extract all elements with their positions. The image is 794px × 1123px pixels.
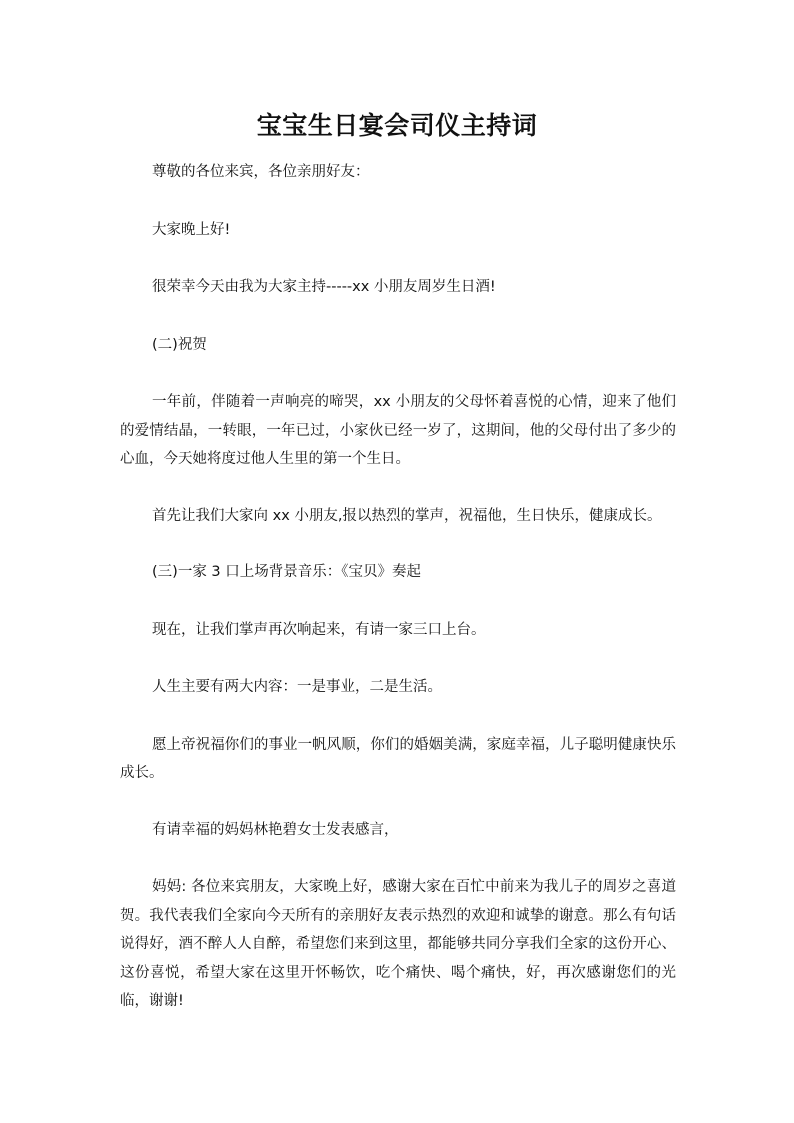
- paragraph-invite-family: 现在，让我们掌声再次响起来，有请一家三口上台。: [152, 621, 486, 638]
- section-heading-congratulations: (二)祝贺: [152, 336, 207, 353]
- paragraph-good-evening: 大家晚上好!: [152, 221, 231, 238]
- paragraph-one-year-ago: 一年前，伴随着一声响亮的啼哭，xx 小朋友的父母怀着喜悦的心情，迎来了他们的爱情结晶，一转眼，一年已过，小家伙已经一岁了，这期间，他的父母付出了多少的心血，今天她将度过他人生里的第一个生日。: [120, 394, 676, 467]
- paragraph-applause-blessing: 首先让我们大家向 xx 小朋友,报以热烈的掌声，祝福他，生日快乐，健康成长。: [152, 507, 662, 524]
- document-title: 宝宝生日宴会司仪主持词: [256, 111, 538, 140]
- paragraph-host-intro: 很荣幸今天由我为大家主持-----xx 小朋友周岁生日酒!: [152, 279, 496, 295]
- paragraph-mother-speech: 妈妈: 各位来宾朋友，大家晚上好，感谢大家在百忙中前来为我儿子的周岁之喜道贺。我代表我们全家向今天所有的亲朋好友表示热烈的欢迎和诚挚的谢意。那么有句话说得好，酒不醉人人自醉，希望您们来到这里，都能够共同分享我们全家的这份开心、这份喜悦，希望大家在这里开怀畅饮，吃个痛快、喝个痛快，好，再次感谢您们的光临，谢谢!: [120, 879, 676, 1009]
- paragraph-greeting: 尊敬的各位来宾，各位亲朋好友：: [152, 164, 370, 180]
- paragraph-life-contents: 人生主要有两大内容：一是事业，二是生活。: [152, 679, 442, 695]
- paragraph-invite-mother: 有请幸福的妈妈林艳碧女士发表感言，: [152, 821, 399, 838]
- section-heading-family-entrance: (三)一家 3 口上场背景音乐：《宝贝》奏起: [152, 564, 422, 580]
- paragraph-wishes: 愿上帝祝福你们的事业一帆风顺，你们的婚姻美满，家庭幸福，儿子聪明健康快乐成长。: [120, 736, 676, 781]
- document-body: [120, 158, 676, 1045]
